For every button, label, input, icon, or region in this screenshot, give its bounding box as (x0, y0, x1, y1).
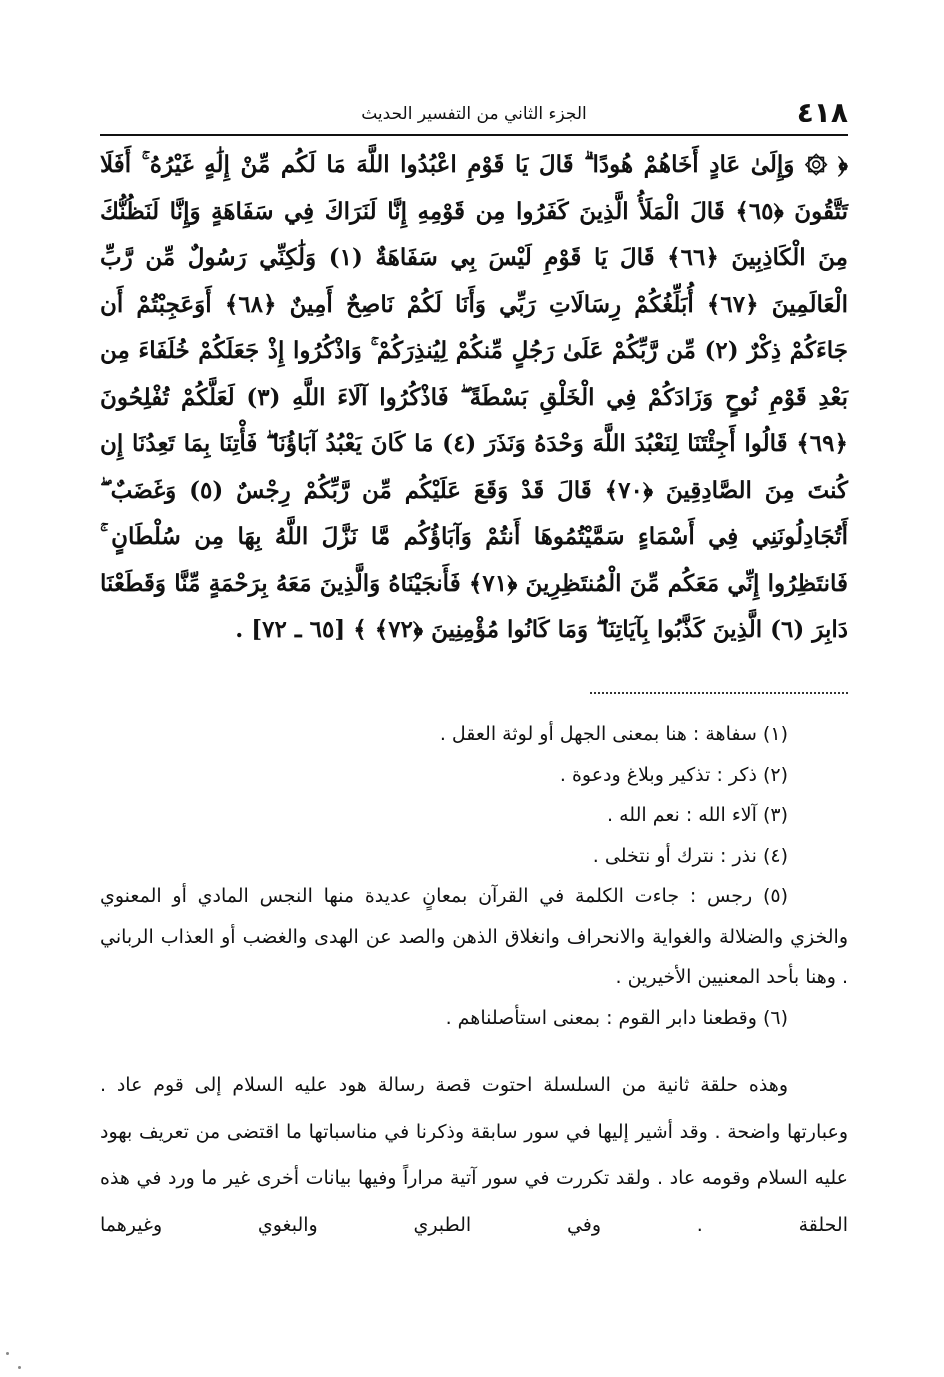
scan-speck (6, 1352, 9, 1355)
footnote-4: (٤) نذر : نترك أو نتخلى . (592, 844, 788, 867)
footnote-separator (590, 692, 848, 694)
footnote-2: (٢) ذكر : تذكير وبلاغ ودعوة . (559, 763, 788, 786)
page-header (100, 96, 848, 136)
footnote-1: (١) سفاهة : هنا بمعنى الجهل أو لوثة العقل . (439, 723, 788, 745)
header-rule (100, 134, 848, 136)
running-title: الجزء الثاني من التفسير الحديث (361, 104, 587, 124)
footnote-3: (٣) آلاء الله : نعم الله . (607, 804, 788, 826)
footnotes (100, 714, 848, 1038)
page-number: ٤١٨ (796, 96, 848, 129)
footnote-5: (٥) رجس : جاءت الكلمة في القرآن بمعانٍ عديدة منها النجس المادي أو المعنوي والخزي والضلالة والغواية والانحراف وانغلاق الذهن والصد عن الهدى والغضب أو العذاب الرباني . وهنا بأحد المعنيين الأخيرين . (100, 885, 848, 988)
scan-speck (18, 1366, 21, 1369)
body-paragraph: وهذه حلقة ثانية من السلسلة احتوت قصة رسالة هود عليه السلام إلى قوم عاد . وعبارتها واضحة . وقد أشير إليها في سور سابقة وذكرنا في مناسباتها ما اقتضى من تعريف بهود عليه السلام وقومه عاد . ولقد تكررت في سور آتية مراراً وفيها بيانات أخرى غير ما ورد في هذه الحلقة . وفي الطبري والبغوي وغيرهما (100, 1074, 848, 1236)
quran-verses: ﴿ ۞ وَإِلَىٰ عَادٍ أَخَاهُمْ هُودًا ۗ قَالَ يَا قَوْمِ اعْبُدُوا اللَّهَ مَا لَكُم مِّنْ إِلَٰهٍ غَيْرُهُ ۚ أَفَلَا تَتَّقُونَ ﴿٦٥﴾ قَالَ الْمَلَأُ الَّذِينَ كَفَرُوا مِن قَوْمِهِ إِنَّا لَنَرَاكَ فِي سَفَاهَةٍ وَإِنَّا لَنَظُنُّكَ مِنَ الْكَاذِبِينَ ﴿٦٦﴾ قَالَ يَا قَوْمِ لَيْسَ بِي سَفَاهَةٌ (١) وَلَٰكِنِّي رَسُولٌ مِّن رَّبِّ الْعَالَمِينَ ﴿٦٧﴾ أُبَلِّغُكُمْ رِسَالَاتِ رَبِّي وَأَنَا لَكُمْ نَاصِحٌ أَمِينٌ ﴿٦٨﴾ أَوَعَجِبْتُمْ أَن جَاءَكُمْ ذِكْرٌ (٢) مِّن رَّبِّكُمْ عَلَىٰ رَجُلٍ مِّنكُمْ لِيُنذِرَكُمْ ۚ وَاذْكُرُوا إِذْ جَعَلَكُمْ خُلَفَاءَ مِن بَعْدِ قَوْمِ نُوحٍ وَزَادَكُمْ فِي الْخَلْقِ بَسْطَةً ۖ فَاذْكُرُوا آلَاءَ اللَّهِ (٣) لَعَلَّكُمْ تُفْلِحُونَ ﴿٦٩﴾ قَالُوا أَجِئْتَنَا لِنَعْبُدَ اللَّهَ وَحْدَهُ وَنَذَرَ (٤) مَا كَانَ يَعْبُدُ آبَاؤُنَا ۖ فَأْتِنَا بِمَا تَعِدُنَا إِن كُنتَ مِنَ الصَّادِقِينَ ﴿٧٠﴾ قَالَ قَدْ وَقَعَ عَلَيْكُم مِّن رَّبِّكُمْ رِجْسٌ (٥) وَغَضَبٌ ۖ أَتُجَادِلُونَنِي فِي أَسْمَاءٍ سَمَّيْتُمُوهَا أَنتُمْ وَآبَاؤُكُم مَّا نَزَّلَ اللَّهُ بِهَا مِن سُلْطَانٍ ۚ فَانتَظِرُوا إِنِّي مَعَكُم مِّنَ الْمُنتَظِرِينَ ﴿٧١﴾ فَأَنجَيْنَاهُ وَالَّذِينَ مَعَهُ بِرَحْمَةٍ مِّنَّا وَقَطَعْنَا دَابِرَ (٦) الَّذِينَ كَذَّبُوا بِآيَاتِنَا ۖ وَمَا كَانُوا مُؤْمِنِينَ ﴿٧٢﴾ ﴾ [٦٥ ـ ٧٢] . (100, 151, 848, 643)
footnote-6: (٦) وقطعنا دابر القوم : بمعنى استأصلناهم . (445, 1006, 788, 1029)
